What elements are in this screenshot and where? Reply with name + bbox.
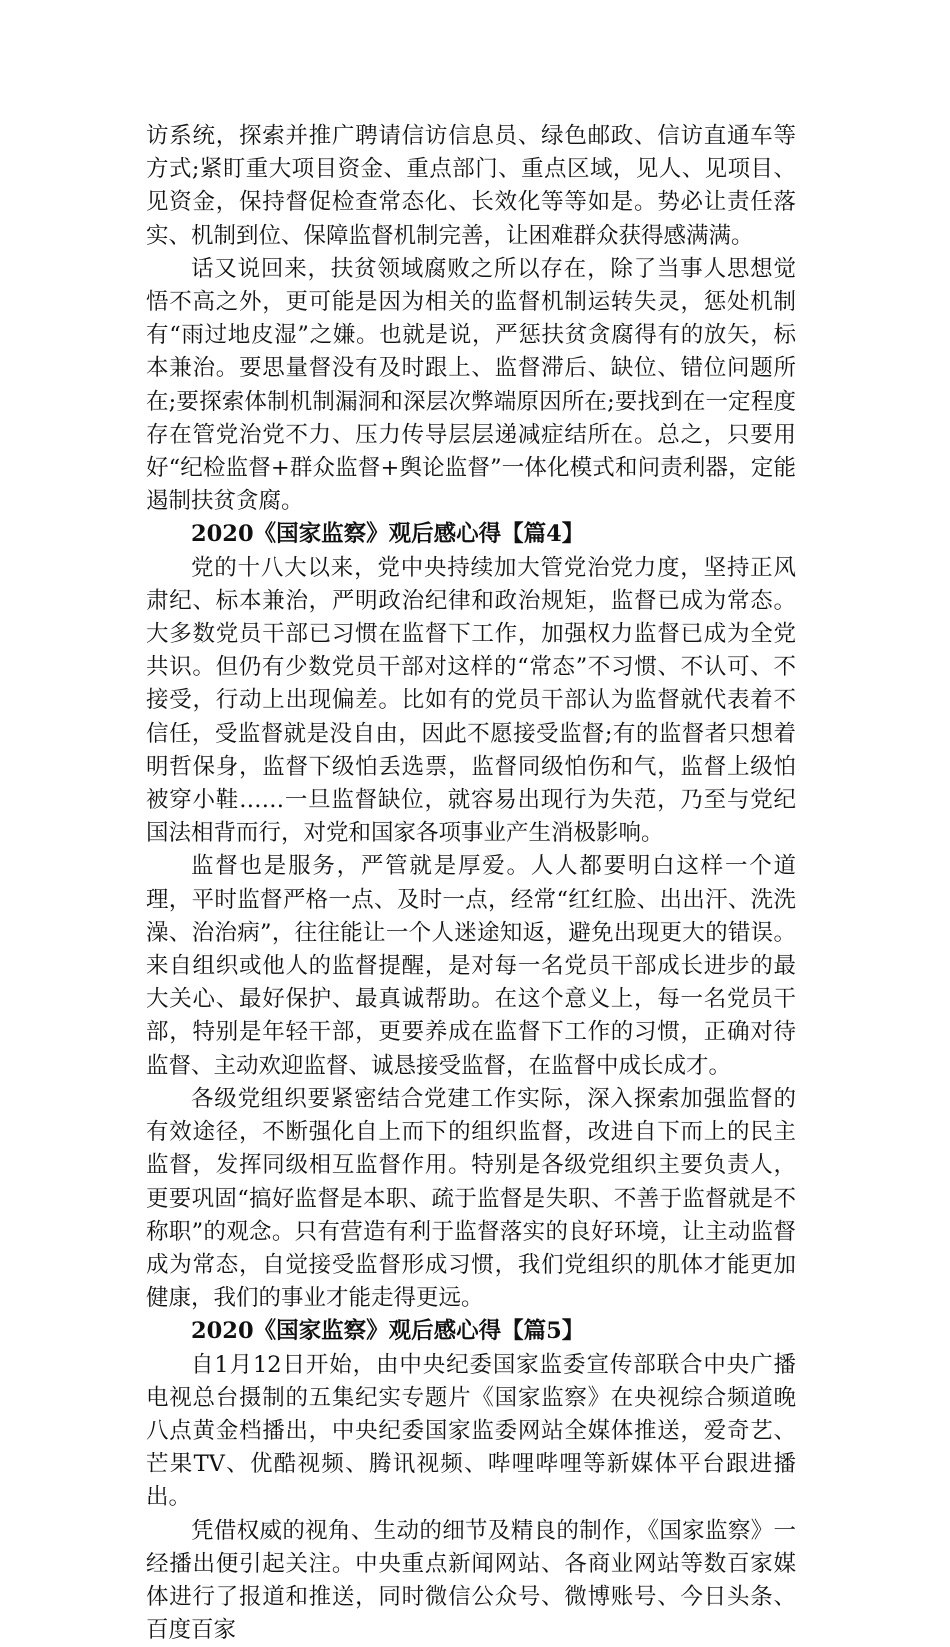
paragraph: 监督也是服务，严管就是厚爱。人人都要明白这样一个道理，平时监督严格一点、及时一点，经常“红红脸、出出汗、洗洗澡、治治病”，往往能让一个人迷途知返，避免出现更大的错误。来自组织或他人的监督提醒，是对每一名党员干部成长进步的最大关心、最好保护、最真诚帮助。在这个意义上，每一名党员干部，特别是年轻干部，更要养成在监督下工作的习惯，正确对待监督、主动欢迎监督、诚恳接受监督，在监督中成长成才。 [146,853,796,1079]
paragraph: 党的十八大以来，党中央持续加大管党治党力度，坚持正风肃纪、标本兼治，严明政治纪律和政治规矩，监督已成为常态。大多数党员干部已习惯在监督下工作，加强权力监督已成为全党共识。但仍有少数党员干部对这样的“常态”不习惯、不认可、不接受，行动上出现偏差。比如有的党员干部认为监督就代表着不信任，受监督就是没自由，因此不愿接受监督;有的监督者只想着明哲保身，监督下级怕丢选票，监督同级怕伤和气，监督上级怕被穿小鞋……一旦监督缺位，就容易出现行为失范，乃至与党纪国法相背而行，对党和国家各项事业产生消极影响。 [146,554,796,847]
paragraph: 自1月12日开始，由中央纪委国家监委宣传部联合中央广播电视总台摄制的五集纪实专题片《国家监察》在央视综合频道晚八点黄金档播出，中央纪委国家监委网站全媒体推送，爱奇艺、芒果TV、优酷视频、腾讯视频、哔哩哔哩等新媒体平台跟进播出。 [146,1351,796,1511]
paragraph: 访系统，探索并推广聘请信访信息员、绿色邮政、信访直通车等方式;紧盯重大项目资金、重点部门、重点区域，见人、见项目、见资金，保持督促检查常态化、长效化等等如是。势必让责任落实、机制到位、保障监督机制完善，让困难群众获得感满满。 [146,123,796,249]
paragraph: 各级党组织要紧密结合党建工作实际，深入探索加强监督的有效途径，不断强化自上而下的组织监督，改进自下而上的民主监督，发挥同级相互监督作用。特别是各级党组织主要负责人，更要巩固“搞好监督是本职、疏于监督是失职、不善于监督就是不称职”的观念。只有营造有利于监督落实的良好环境，让主动监督成为常态，自觉接受监督形成习惯，我们党组织的肌体才能更加健康，我们的事业才能走得更远。 [146,1085,796,1312]
document-body [146,120,796,1647]
section-heading: 2020《国家监察》观后感心得【篇4】 [191,521,585,548]
paragraph: 话又说回来，扶贫领域腐败之所以存在，除了当事人思想觉悟不高之外，更可能是因为相关的监督机制运转失灵，惩处机制有“雨过地皮湿”之嫌。也就是说，严惩扶贫贪腐得有的放矢，标本兼治。要思量督没有及时跟上、监督滞后、缺位、错位问题所在;要探索体制机制漏洞和深层次弊端原因所在;要找到在一定程度存在管党治党不力、压力传导层层递减症结所在。总之，只要用好“纪检监督+群众监督+舆论监督”一体化模式和问责利器，定能遏制扶贫贪腐。 [146,255,796,515]
paragraph: 凭借权威的视角、生动的细节及精良的制作，《国家监察》一经播出便引起关注。中央重点新闻网站、各商业网站等数百家媒体进行了报道和推送，同时微信公众号、微博账号、今日头条、百度百家 [146,1517,796,1644]
section-heading: 2020《国家监察》观后感心得【篇5】 [191,1318,585,1345]
